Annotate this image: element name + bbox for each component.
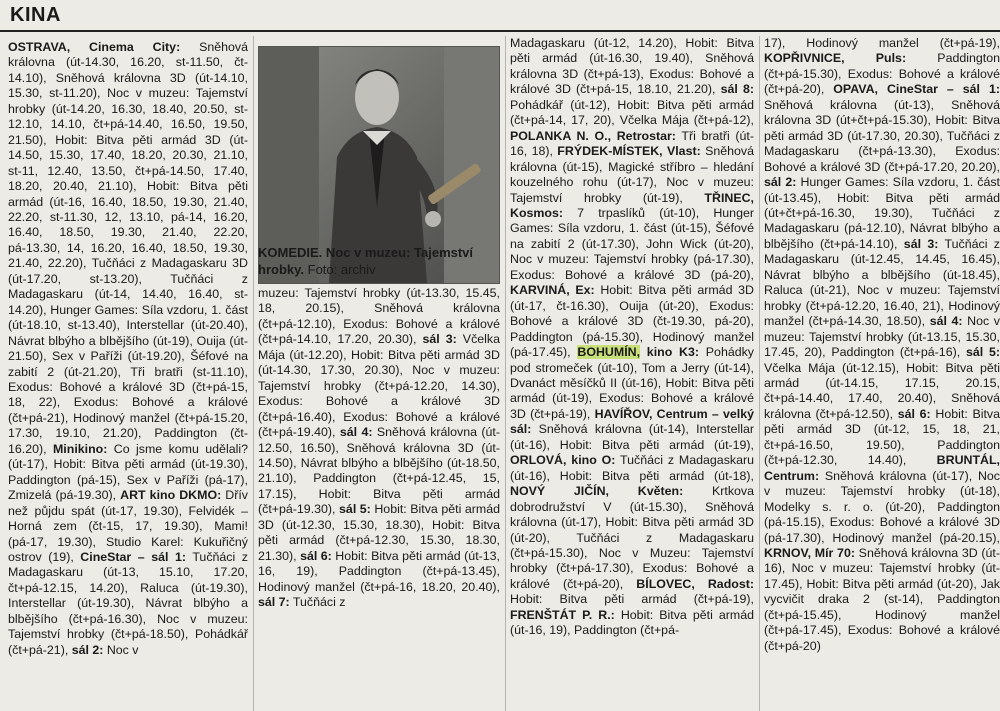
cinema-name: sál 3:	[903, 236, 939, 251]
cinema-name: CineStar – sál 1:	[80, 549, 186, 564]
cinema-name: sál 4:	[929, 314, 963, 329]
cinema-listing-entry	[8, 40, 248, 456]
cinema-name: ORLOVÁ, kino O:	[510, 453, 616, 468]
cinema-name: OPAVA, CineStar – sál 1:	[833, 82, 1000, 97]
showtimes-text: Hunger Games: Síla vzdoru, 1. část (út-13.45), Hobit: Bitva pěti armád (út+čt+pá-16.30, 19.30), Tučňáci z Madagaskaru (pá-12.10), Návrat blbýho a blbějšího (čt+pá-14.10),	[764, 175, 1000, 251]
listing-column-1	[8, 40, 248, 709]
cinema-name: POLANKA N. O., Retrostar:	[510, 128, 676, 143]
showtimes-text: Hobit: Bitva pěti armád 3D (út-12, 15, 18, 21, čt+pá-16.50, 19.50), Paddington (čt+pá-12.30, 14.40),	[764, 406, 1000, 468]
showtimes-text: Co jsme komu udělali? (út-17), Hobit: Bitva pěti armád (út-19.30), Paddington (pá-15), Sex v Paříži (pá-17), Zmizelá (pá-19.30),	[8, 441, 248, 503]
cinema-listing-entry	[510, 36, 754, 96]
showtimes-text: Pohádky pod stromeček (út-10), Tom a Jerry (út-14), Dvanáct měsíčků II (út-16), Hobit: Bitva pěti armád (út-19), Exodus: Bohové a králové 3D (čt+pá-19),	[510, 345, 754, 421]
title-rule	[0, 30, 1000, 32]
showtimes-text: Hobit: Bitva pěti armád (út-13, 16, 19), Paddington (čt+pá-13.45), Hodinový manžel (čt+pá-16, 18.20, 20.40),	[258, 548, 500, 594]
cinema-name: OSTRAVA, Cinema City:	[8, 40, 181, 54]
cinema-name: HAVÍŘOV, Centrum – velký sál:	[510, 406, 754, 437]
cinema-name: sál 6:	[300, 548, 332, 563]
showtimes-text: Madagaskaru (út-12, 14.20), Hobit: Bitva pěti armád (út-16.30, 19.40), Sněhová královna 3D (čt+pá-13), Exodus: Bohové a králové 3D (čt+pá-15, 18.10, 21.20),	[510, 36, 754, 97]
showtimes-text: muzeu: Tajemství hrobky (út-13.30, 15.45, 18, 20.15), Sněhová královna (čt+pá-12.10), Exodus: Bohové a králové (čt+pá-14.10, 17.20, 20.30),	[258, 286, 500, 347]
cinema-name: Minikino:	[52, 441, 108, 456]
cinema-name: sál 7:	[258, 595, 290, 610]
listing-column-2	[258, 286, 500, 709]
cinema-listing-entry	[258, 332, 500, 439]
cinema-name: FRÝDEK-MÍSTEK, Vlast:	[557, 144, 701, 159]
showtimes-text: Včelka Mája (út-12.20), Hobit: Bitva pěti armád 3D (út-14.30, 17.30, 20.30), Noc v muzeu: Tajemství hrobky (čt+pá-12.20, 14.30), Exodus: Bohové a králové 3D (čt+pá-16.40), Exodus: Bohové a králové (čt+pá-19.40),	[258, 332, 500, 440]
showtimes-text: Hobit: Bitva pěti armád (út-16, 19), Paddington (čt+pá-	[510, 607, 754, 638]
showtimes-text: Sněhová královna (út-13), Sněhová královna 3D (út+čt+pá-15.30), Hobit: Bitva pěti armád 3D (út-17.30, 20.30), Tučňáci z Madagaskaru (čt+pá-13.30), Exodus: Bohové a králové 3D (čt+pá-17.20, 20.20),	[764, 97, 1000, 174]
column-divider	[505, 36, 506, 711]
cinema-name: KOPŘIVNICE, Puls:	[764, 51, 907, 66]
showtimes-text: Hobit: Bitva pěti armád 3D (út-12.30, 15.30, 18.30), Hobit: Bitva pěti armád (čt+pá-12.30, 15.30, 18.30, 21.30),	[258, 502, 500, 563]
showtimes-text: Krtkova dobrodružství V (út-15.30), Sněhová královna (út-17), Hobit: Bitva pěti armád 3D (út-20), Tučňáci z Madagaskaru (čt+pá-15.30), Noc v Muzeu: Tajemství hrobky (čt+pá-17.30), Exodus: Bohové a králové (čt+pá-20),	[510, 484, 754, 591]
showtimes-text: Tři bratři (út-16, 18),	[510, 128, 754, 159]
showtimes-text: Tučňáci z Madagaskaru (út-12.45, 14.45, 16.45), Návrat blbýho a blbějšího (út-18.45), Raluca (út-21), Noc v muzeu: Tajemství hrobky (čt+pá-12.20, 16.40, 21), Hodinový manžel (čt+pá-14.30, 18.50),	[764, 236, 1000, 329]
showtimes-text: Sněhová královna (út-14), Interstellar (út-16), Hobit: Bitva pěti armád (út-19),	[510, 422, 754, 452]
cinema-name: KARVINÁ, Ex:	[510, 283, 595, 298]
cinema-name: KRNOV, Mír 70:	[764, 545, 855, 560]
showtimes-text: Tučňáci z Madagaskaru (út-13, 15.10, 17.20, čt+pá-12.15, 14.20), Raluca (út-19.30), Interstellar (út-19.30), Návrat blbýho a blbějšího (čt+pá-16.30), Noc v muzeu: Tajemství hrobky (čt+pá-18.50), Pohádkář (čt+pá-21),	[8, 549, 248, 657]
showtimes-text: Dřív než půjdu spát (út-17, 19.30), Felvidék – Horná zem (čt-15, 17, 19.30), Mami! (pá-17, 19.30), Studio Karel: Kukuřičný ostrov (19),	[8, 488, 248, 564]
showtimes-text: Paddington (čt+pá-15.30), Exodus: Bohové a králové (čt+pá-20),	[764, 51, 1000, 97]
page-title: KINA	[10, 4, 61, 26]
cinema-name: sál 8:	[720, 82, 754, 97]
cinema-name: kino K3:	[640, 345, 700, 360]
cinema-name: sál 2:	[764, 175, 797, 190]
cinema-name: sál 2:	[71, 642, 104, 657]
showtimes-text: 17), Hodinový manžel (čt+pá-19),	[764, 36, 1000, 50]
showtimes-text: Tučňáci z Madagaskaru (út-16), Hobit: Bitva pěti armád (út-18),	[510, 453, 754, 483]
cinema-listing-entry	[258, 595, 345, 609]
cinema-listing-entry	[764, 36, 1000, 50]
showtimes-text: Noc v	[103, 642, 139, 657]
showtimes-text: Včelka Mája (út-12.15), Hobit: Bitva pěti armád (út-14.15, 17.15, 20.15, čt+pá-14.40, 17.40, 20.40), Sněhová královna (čt+pá-12.50),	[764, 360, 1000, 421]
cinema-name: TŘINEC, Kosmos:	[510, 190, 754, 220]
showtimes-text: Tučňáci z	[289, 595, 346, 610]
showtimes-text: Pohádkář (út-12), Hobit: Bitva pěti armád (čt+pá-14, 17, 20), Včelka Mája (čt+pá-12),	[510, 97, 754, 128]
showtimes-text: 7 trpaslíků (út-10), Hunger Games: Síla vzdoru, 1. část (út-15), Šéfové na zabití 2 (út-17.30), John Wick (út-20), Noc v muzeu: Tajemství hrobky (pá-17.30), Exodus: Bohové a králové 3D (pá-20),	[510, 205, 754, 282]
cinema-listing-entry	[764, 546, 1000, 653]
cinema-name: NOVÝ JIČÍN, Květen:	[510, 484, 684, 499]
cinema-listing-entry	[510, 484, 754, 591]
cinema-name: sál 3:	[422, 332, 457, 347]
column-divider	[759, 36, 760, 711]
cinema-listing-entry	[8, 550, 248, 657]
showtimes-text: Sněhová královna (út-14.30, 16.20, st-11.50, čt-14.10), Sněhová královna 3D (út-14.10, 15.30, st-11.20), Noc v muzeu: Tajemství hrobky (út-14.20, 16.30, 18.40, 20.50, st-12.10, 14.10, čt+pá-14.40, 16.50, 19.50, 21.50), Hobit: Bitva pěti armád 3D (út-14.50, 15.30, 17.40, 18.20, 20.30, 21.10, st-11, 12.40, 13.50, čt+pá-14.50, 17.40, 18.20, 20.40, 21.10), Hobit: Bitva pěti armád (út-16, 16.40, 18.50, 19.30, 21.40, 22.20, st-11.30, 12, 13.10, pá-14, 16.20, 16.40, 18.50, 19.30, 21.40, 22.20, pá-13.30, 14, 16.20, 16.40, 18.50, 19.30, 21.40, 22.20), Tučňáci z Madagaskaru 3D (út-17.20, st-13.20), Tučňáci z Madagaskaru (út-14, 14.40, 16.40, st-14.20), Hunger Games: Síla vzdoru, 1. část (út-18.10, st-13.40), Interstellar (út-20.40), Návrat blbýho a blbějšího (út-19), Ouija (út-21.50), Sex v Paříži (út-19.20), Šéfové na zabití 2 (út-21.20), Tři bratři (st-11.10), Exodus: Bohové a králové 3D (čt+pá-15, 18, 22), Exodus: Bohové a králové (čt+pá-21), Hodinový manžel (čt+pá-15.20, 17.30, 19.10, 21.20), Paddington (čt-16.20),	[8, 40, 248, 456]
showtimes-text: Sněhová královna 3D (út-16), Noc v muzeu: Tajemství hrobky (út-17.45), Hobit: Bitva pěti armád (út-20), Jak vycvičit draka 2 (st-14), Paddington (čt+pá-15.45), Hodinový manžel (čt+pá-17.45), Exodus: Bohové a králové (čt+pá-20)	[764, 545, 1000, 653]
cinema-name: sál 5:	[339, 502, 371, 517]
cinema-listing-entry	[577, 345, 640, 359]
showtimes-text: Noc v muzeu: Tajemství hrobky (út-13.15, 15.30, 17.45, 20), Paddington (čt+pá-16),	[764, 314, 1000, 360]
photo-caption	[258, 244, 498, 278]
listing-column-3	[510, 36, 754, 709]
cinema-name: BRUNTÁL, Centrum:	[764, 453, 1000, 483]
cinema-name: BÍLOVEC, Radost:	[636, 576, 754, 591]
cinema-name: ART kino DKMO:	[120, 488, 222, 503]
cinema-name: sál 6:	[897, 406, 931, 421]
listing-column-4	[764, 36, 1000, 709]
cinema-name: BOHUMÍN,	[577, 345, 641, 360]
cinema-name: FRENŠTÁT P. R.:	[510, 607, 615, 622]
caption-title: KOMEDIE. Noc v muzeu: Tajemství hrobky.	[258, 245, 474, 277]
cinema-listing-entry	[72, 643, 139, 657]
showtimes-text: Sněhová královna (út-17), Noc v muzeu: Tajemství hrobky (út-18), Modelky s. r. o. (út-20), Paddington (pá-15.15), Exodus: Bohové a králové 3D (pá-17.30), Hodinový manžel (pá-20.15),	[764, 468, 1000, 545]
cinema-listing-entry	[510, 608, 754, 637]
showtimes-text: Sněhová královna (út-12.50, 16.50), Sněhová královna 3D (út-14.50), Návrat blbýho a blbějšího (út-18.50, 21.10), Paddington (čt+pá-12.45, 15, 17.15), Hobit: Bitva pěti armád (čt+pá-19.30),	[258, 425, 500, 517]
showtimes-text: Hobit: Bitva pěti armád 3D (út-17, čt-16.30), Ouija (út-20), Exodus: Bohové a králové 3D (čt-19.30, pá-20), Paddington (pá-15.30), Hodinový manžel (pá-17.45),	[510, 283, 754, 360]
cinema-listing-entry	[510, 453, 754, 482]
cinema-name: sál 4:	[339, 425, 373, 440]
showtimes-text: Hobit: Bitva pěti armád (čt+pá-19),	[510, 592, 754, 607]
showtimes-text: Sněhová královna (út-15), Magické stříbro – hledání kouzelného rohu (út-17), Noc v muzeu: Tajemství hrobky (út-19),	[510, 144, 754, 205]
caption-credit: Foto: archiv	[307, 262, 376, 277]
column-divider	[253, 36, 254, 711]
cinema-name: sál 5:	[965, 345, 1000, 360]
